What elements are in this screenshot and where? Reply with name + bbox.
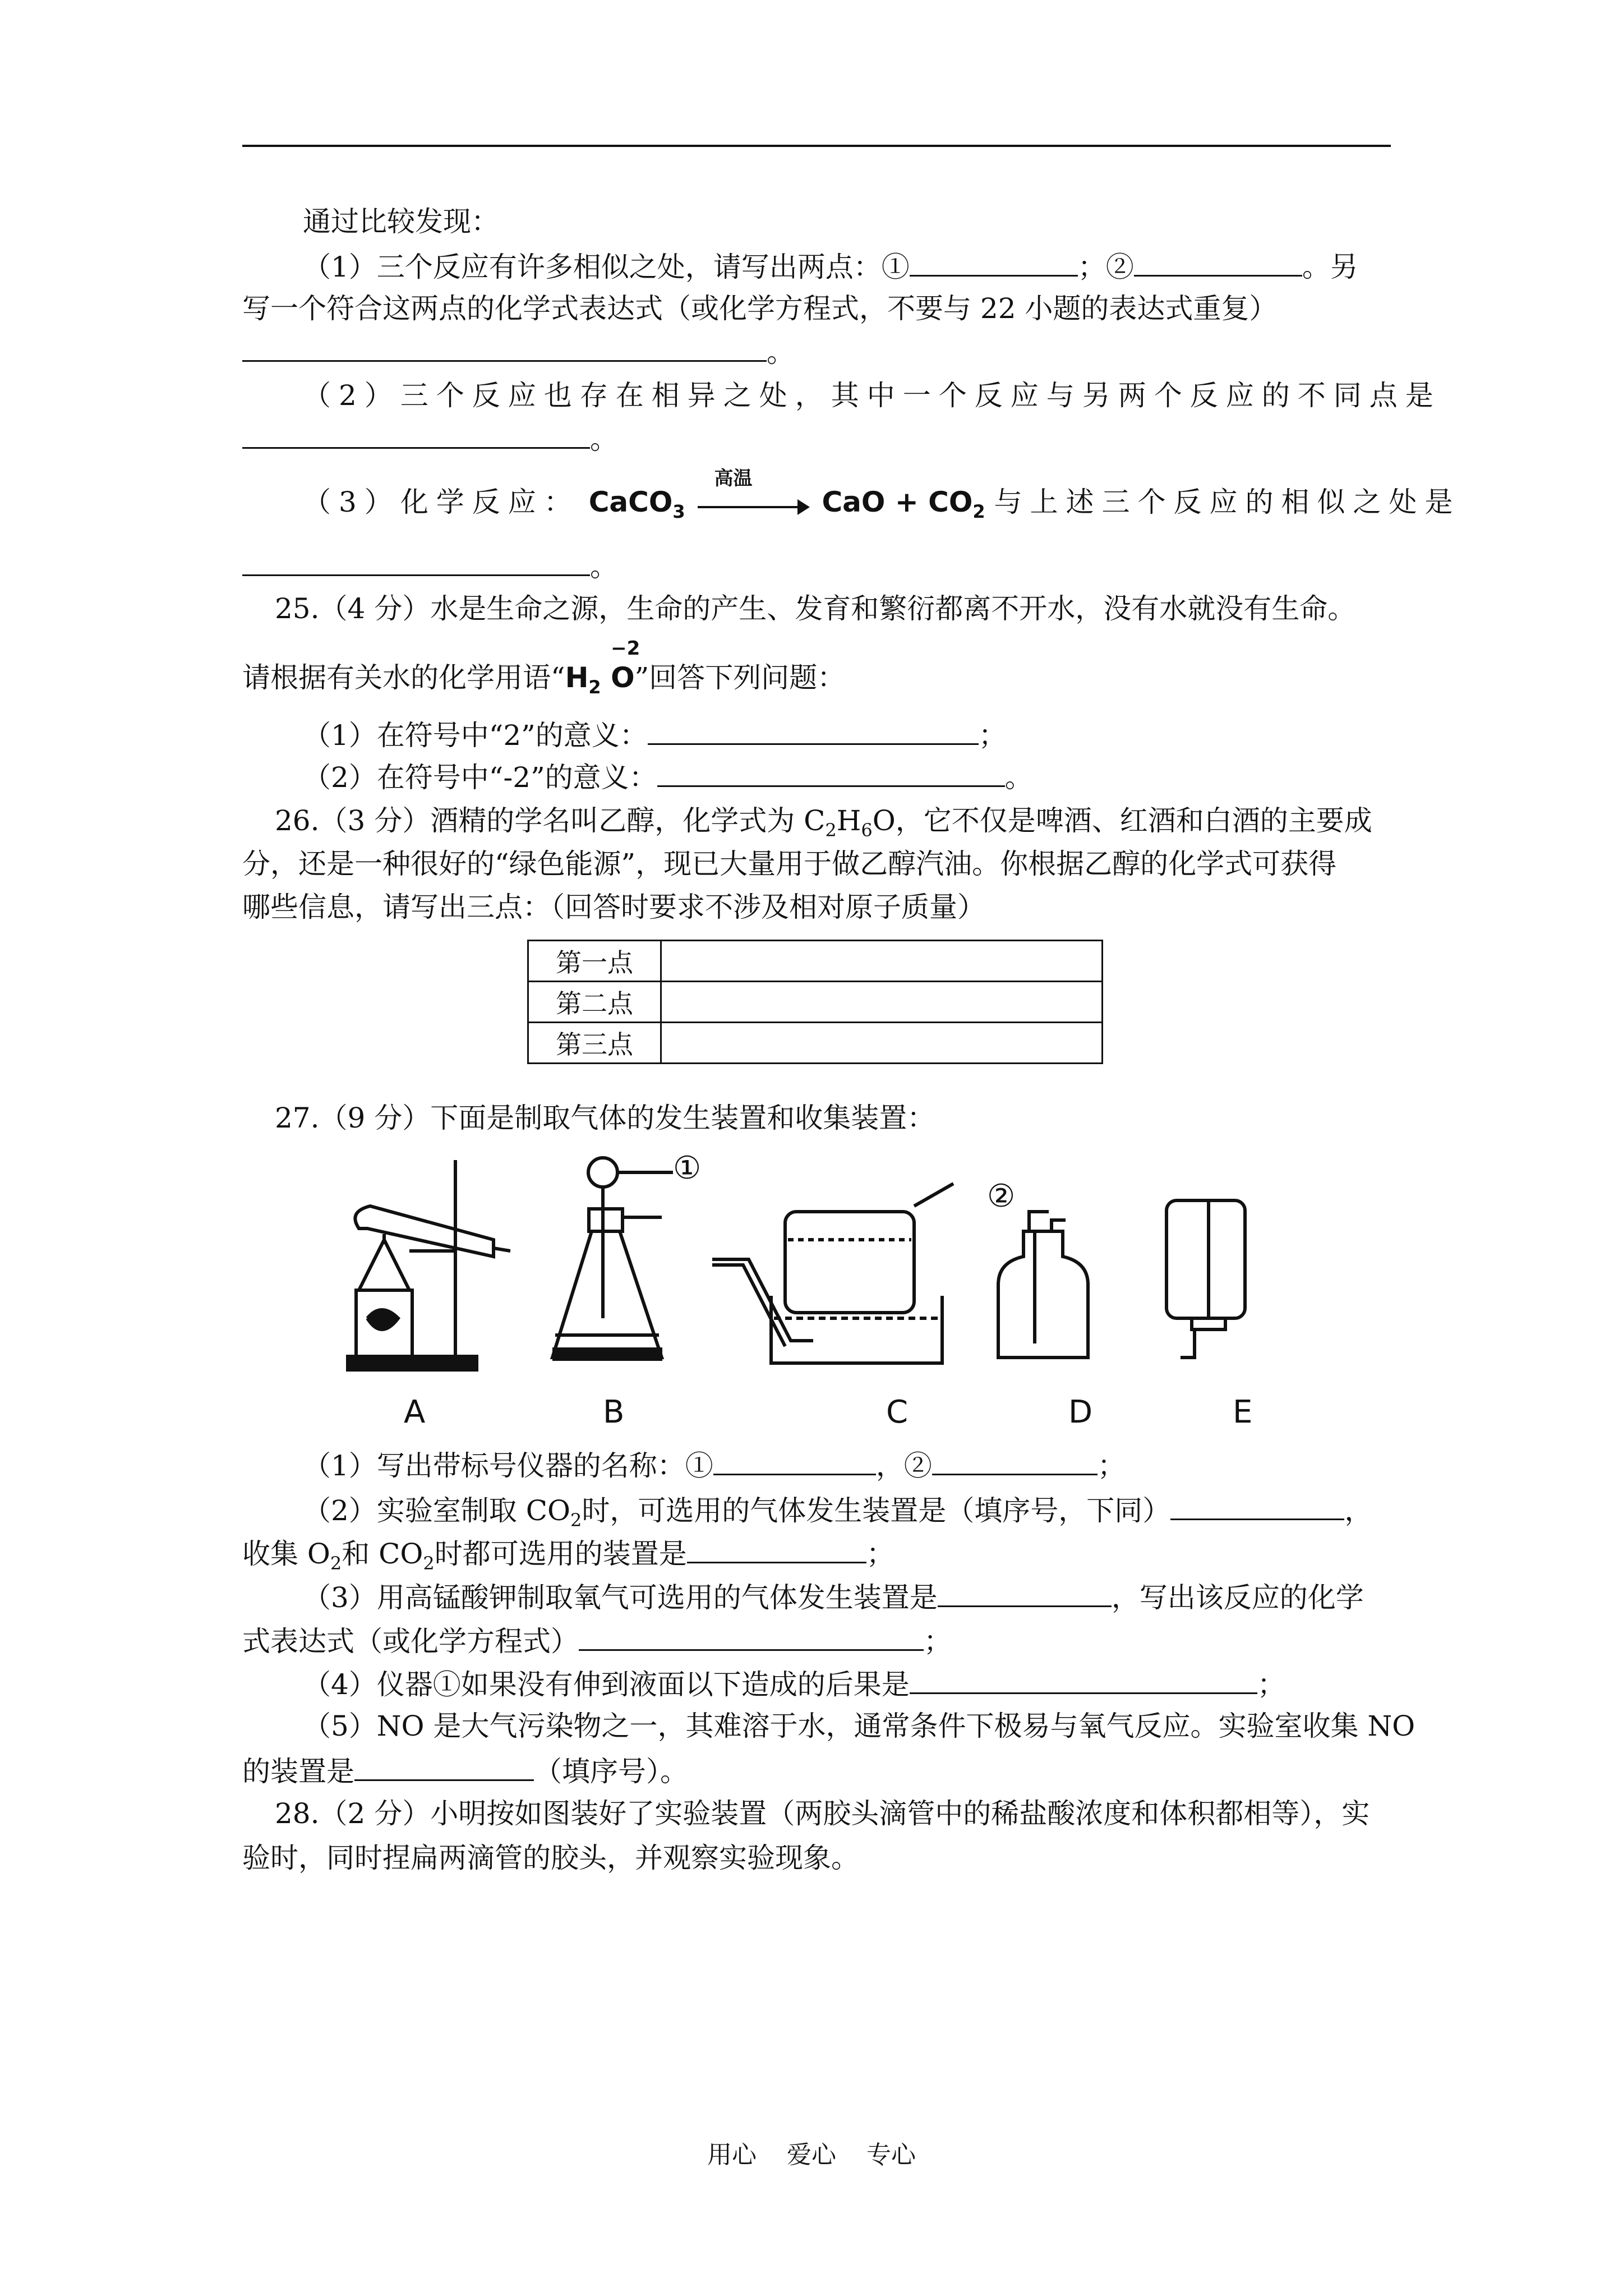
q27-sub1: （1）写出带标号仪器的名称：① ，② ；	[303, 1450, 1126, 1482]
q24-part3-line1: （3）化学反应： CaCO$_3$ 高温 CaO + $CO_2$ 与上述三个反应的相似之处是	[303, 467, 1461, 522]
answer-blank[interactable]	[242, 551, 590, 576]
apparatus-label-e: E	[1233, 1394, 1253, 1430]
table-row	[528, 1023, 1103, 1064]
answer-blank[interactable]	[1134, 251, 1302, 277]
q24-part2-line2: 。	[242, 424, 618, 453]
apparatus-c	[712, 1184, 953, 1363]
answer-blank[interactable]	[932, 1450, 1098, 1475]
q24-part1-line2: 写一个符合这两点的化学式表达式（或化学方程式，不要与 22 小题的表达式重复）	[242, 292, 1278, 325]
answer-cell[interactable]	[661, 982, 1103, 1023]
reaction-arrow: 高温	[698, 490, 810, 518]
apparatus-label-a: A	[404, 1394, 426, 1430]
q28-line1: 28.（2 分）小明按如图装好了实验装置（两胶头滴管中的稀盐酸浓度和体积都相等），实	[275, 1797, 1370, 1830]
answer-cell[interactable]	[661, 941, 1103, 982]
q25-sub1: （1）在符号中“2”的意义： ；	[303, 719, 1007, 752]
answer-blank[interactable]	[1170, 1495, 1344, 1520]
answer-blank[interactable]	[657, 762, 1005, 787]
water-formula: $H_2$ −2 O	[565, 637, 640, 698]
equation-products: CaO + $CO_2$	[822, 486, 985, 522]
apparatus-label-c: C	[886, 1394, 909, 1430]
intro-line: 通过比较发现：	[303, 205, 499, 238]
answer-blank[interactable]	[938, 1582, 1112, 1607]
q24-part1-line1: （1）三个反应有许多相似之处，请写出两点：① ；② 。另	[303, 251, 1358, 283]
apparatus-drawing	[325, 1150, 1312, 1430]
row-label: 第一点	[528, 941, 661, 982]
q24-part2-line1: （2）三个反应也存在相异之处，其中一个反应与另两个反应的不同点是	[303, 379, 1441, 412]
header-rule	[242, 145, 1391, 147]
q24-part1-line3: 。	[242, 337, 795, 366]
q26-line2: 分，还是一种很好的“绿色能源”，现已大量用于做乙醇汽油。你根据乙醇的化学式可获得	[242, 848, 1337, 880]
answer-blank[interactable]	[910, 251, 1078, 277]
q27-sub3-line1: （3）用高锰酸钾制取氧气可选用的气体发生装置是 ，写出该反应的化学	[303, 1581, 1364, 1614]
answer-blank[interactable]	[579, 1626, 924, 1651]
q26-line1: 26.（3 分）酒精的学名叫乙醇，化学式为 $C_2H_6O$，它不仅是啤酒、红酒和白酒的主要成	[275, 804, 1372, 841]
q27-sub5-line1: （5）NO 是大气污染物之一，其难溶于水，通常条件下极易与氧气反应。实验室收集 NO	[303, 1710, 1415, 1742]
row-label: 第三点	[528, 1023, 661, 1064]
answer-cell[interactable]	[661, 1023, 1103, 1064]
answer-blank[interactable]	[648, 720, 979, 745]
row-label: 第二点	[528, 982, 661, 1023]
apparatus-e	[1166, 1200, 1245, 1358]
equation-reactant: CaCO$_3$	[588, 486, 685, 522]
answer-blank[interactable]	[713, 1450, 876, 1475]
answer-table	[527, 940, 1103, 1064]
table-row	[528, 982, 1103, 1023]
callout-mark-2: ②	[987, 1178, 1016, 1214]
q25-sub2: （2）在符号中“-2”的意义： 。	[303, 761, 1033, 794]
callout-mark-1: ①	[673, 1150, 702, 1186]
answer-blank[interactable]	[687, 1538, 866, 1563]
q27-sub4: （4）仪器①如果没有伸到液面以下造成的后果是 ；	[303, 1668, 1285, 1701]
answer-blank[interactable]	[354, 1756, 534, 1781]
q25-line2: 请根据有关水的化学用语“$H_2$ −2 O”回答下列问题：	[242, 637, 846, 698]
q26-line3: 哪些信息，请写出三点：（回答时要求不涉及相对原子质量）	[242, 891, 985, 923]
q25-line1: 25.（4 分）水是生命之源，生命的产生、发育和繁衍都离不开水，没有水就没有生命。	[275, 592, 1356, 625]
q27-sub5-line2: 的装置是 （填序号）。	[242, 1755, 688, 1788]
q27-title: 27.（9 分）下面是制取气体的发生装置和收集装置：	[275, 1102, 935, 1134]
page-footer: 用心 爱心 专心	[707, 2141, 916, 2169]
apparatus-figure	[325, 1150, 1312, 1437]
apparatus-label-b: B	[603, 1394, 625, 1430]
apparatus-d	[998, 1212, 1088, 1358]
answer-blank[interactable]	[242, 424, 590, 449]
apparatus-a	[348, 1160, 510, 1370]
answer-blank[interactable]	[910, 1669, 1257, 1694]
q27-sub2-line1: （2）实验室制取 $CO_2$时，可选用的气体发生装置是（填序号，下同） ，	[303, 1494, 1373, 1531]
q28-line2: 验时，同时捏扁两滴管的胶头，并观察实验现象。	[242, 1842, 859, 1874]
table-row	[528, 941, 1103, 982]
apparatus-label-d: D	[1068, 1394, 1093, 1430]
q27-sub3-line2: 式表达式（或化学方程式） ；	[242, 1625, 952, 1658]
q27-sub2-line2: 收集 $O_2$和 $CO_2$时都可选用的装置是 ；	[242, 1538, 895, 1574]
apparatus-b	[552, 1158, 673, 1359]
answer-blank[interactable]	[242, 337, 767, 362]
q24-part3-line2: 。	[242, 551, 618, 581]
